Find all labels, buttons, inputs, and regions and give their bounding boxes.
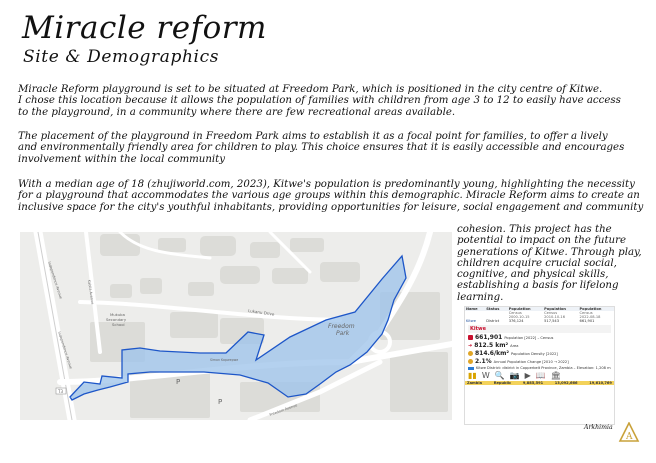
stat-change xyxy=(468,358,611,365)
wikipedia-icon[interactable]: W xyxy=(481,371,490,380)
table-subheader: Census 2000-10-15 xyxy=(508,311,530,319)
footer-cell: 19,610,769 xyxy=(589,381,612,385)
table-subheader xyxy=(485,311,507,319)
paragraph-demographics-continued: cohesion. This project has the potential to impact on the future generations of Kitwe. Through play, children acquire crucial social, cognitive, and physical skills, establishing a basis for lifelong learning. xyxy=(457,224,642,303)
table-header: Population xyxy=(508,307,531,311)
school-label-2: Secondary xyxy=(106,317,127,322)
stat-population xyxy=(468,334,611,341)
table-subheader: Census 2022-08-18 xyxy=(579,311,601,319)
table-cell: District xyxy=(486,319,500,323)
school-label-3: School xyxy=(112,322,125,327)
stat-population-value: 661,901 xyxy=(475,334,503,341)
table-subheader xyxy=(465,311,485,319)
link-icons xyxy=(468,371,611,380)
table-subheader-row xyxy=(465,311,614,319)
table-row xyxy=(465,319,614,323)
road-label-lukanu: Lukanu Drive xyxy=(247,308,275,317)
table-cell: 376,124 xyxy=(508,319,524,323)
table-header: Status xyxy=(486,307,500,311)
arkhimia-logo xyxy=(584,420,640,450)
stat-density-note: Population Density [2022] xyxy=(511,351,558,356)
stat-population-note: Population [2022] – Census xyxy=(504,335,554,340)
location-row xyxy=(468,366,611,370)
table-cell: 661,901 xyxy=(579,319,595,323)
stat-change-value: 2.1% xyxy=(475,358,492,365)
road-label-independence-1: Independence Avenue xyxy=(47,261,63,300)
paragraph-demographics: With a median age of 18 (zhujiworld.com, 2023), Kitwe's population is predominantly young, highlighting the necessity for a playground that accommodates the various age groups within this demographic. Miracle Reform aims to create an inclusive space for the city's youthful inhabitants, providing opportunities for leisure, social engagement and community xyxy=(18,179,644,213)
search-icon[interactable]: 🔍 xyxy=(494,371,505,380)
density-icon xyxy=(468,351,473,356)
paragraph-placement: The placement of the playground in Freedom Park aims to establish it as a focal point for families, to offer a lively and environmentally friendly area for children to play. This choice ensures that it is easily accessible and encourages involvement within the local community xyxy=(18,131,625,165)
school-label-1: Mukuba xyxy=(110,312,125,317)
country-footer-row xyxy=(465,381,614,385)
road-label-independence-2: Independence Avenue xyxy=(57,331,73,370)
stat-area-value: 812.5 km² xyxy=(474,342,509,349)
chart-icon[interactable]: ▮▮ xyxy=(468,371,477,380)
paragraph-location: Miracle Reform playground is set to be situated at Freedom Park, which is positioned in the city centre of Kitwe. I chose this location because it allows the population of families with children from age 3 to 12 to easily have access to the playground, in a community where there are few recreational areas available. xyxy=(18,84,621,118)
city-name: Kitwe xyxy=(468,325,611,333)
parking-icon-2: P xyxy=(218,398,223,406)
site-map-drawing xyxy=(20,232,452,420)
route-sign-label: T3 xyxy=(58,389,63,394)
footer-cell: Zambia xyxy=(467,381,483,385)
page-subtitle: Site & Demographics xyxy=(23,47,220,67)
logo-mark-letter: A xyxy=(626,432,633,442)
park-label-1: Freedom xyxy=(328,323,355,330)
page-title: Miracle reform xyxy=(22,10,267,46)
location-note: Kitwe District: district in Copperbelt Province, Zambia – Elevation: 1,208 m xyxy=(476,366,611,370)
site-map xyxy=(20,232,452,420)
table-header: Population xyxy=(544,307,566,311)
change-icon xyxy=(468,359,473,364)
book-icon[interactable]: 📖 xyxy=(535,371,546,380)
footer-cell: Republic xyxy=(493,381,512,385)
camera-icon[interactable]: 📷 xyxy=(509,371,520,380)
table-cell: 517,543 xyxy=(544,319,559,323)
table-header: Name xyxy=(466,307,478,311)
parking-icon-1: P xyxy=(176,378,181,386)
area-arrow-icon: ➜ xyxy=(468,342,473,349)
population-stats-panel xyxy=(464,306,615,425)
stat-area xyxy=(468,342,611,349)
footer-cell: 9,885,591 xyxy=(522,381,544,385)
population-table xyxy=(465,307,614,323)
road-label-kabila: Kabila Avenue xyxy=(87,279,95,305)
map-thumbnail-icon xyxy=(468,367,474,370)
map-buildings xyxy=(90,234,448,418)
stat-change-note: Annual Population Change [2010 → 2022] xyxy=(493,359,569,364)
population-icon xyxy=(468,335,473,340)
building-icon[interactable]: 🏛 xyxy=(550,371,561,380)
road-label-freedom-avenue: Freedom Avenue xyxy=(268,403,298,417)
table-subheader: Census 2010-10-16 xyxy=(544,311,566,319)
park-label-2: Park xyxy=(336,330,350,337)
table-header: Population xyxy=(579,307,602,311)
video-icon[interactable]: ▶ xyxy=(524,371,531,380)
table-cell[interactable]: Kitwe xyxy=(466,319,476,323)
footer-cell: 13,092,666 xyxy=(554,381,578,385)
stat-density xyxy=(468,350,611,357)
logo-text: Arkhimia xyxy=(584,424,613,431)
road-label-kapwepwe: Simon Kapwepwe xyxy=(210,358,239,362)
stat-density-value: 814.6/km² xyxy=(475,350,510,357)
stat-area-note: Area xyxy=(510,343,519,348)
logo-mark-icon xyxy=(618,422,640,442)
